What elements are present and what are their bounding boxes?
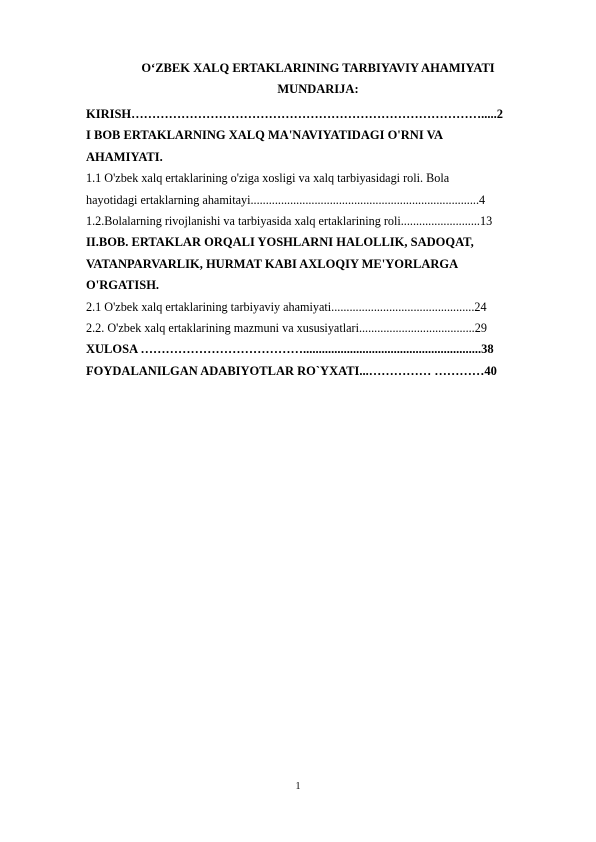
page-number: 1: [295, 781, 301, 792]
toc-chapter-2-title-line-2: VATANPARVARLIK, HURMAT KABI AXLOQIY ME'YORLARGA: [86, 256, 459, 271]
toc-section-2-2: 2.2. O'zbek xalq ertaklarining mazmuni va xususiyatlari......................................29: [86, 320, 487, 335]
toc-section-1-1-line-1: 1.1 O'zbek xalq ertaklarining o'ziga xosligi va xalq tarbiyasidagi roli. Bola: [86, 171, 450, 186]
toc-chapter-2-title-line-1: II.BOB. ERTAKLAR ORQALI YOSHLARNI HALOLLIK, SADOQAT,: [86, 235, 474, 250]
toc-section-1-2: 1.2.Bolalarning rivojlanishi va tarbiyasida xalq ertaklarining roli..........................13: [86, 213, 493, 228]
toc-chapter-1-title-line-2: AHAMIYATI.: [86, 149, 163, 164]
toc-entry-introduction: KIRISH………………………………………………………………………….....2: [86, 107, 504, 121]
toc-section-1-1-line-2: hayotidagi ertaklarning ahamitayi...........................................................................4: [86, 192, 486, 207]
toc-heading: MUNDARIJA:: [277, 82, 359, 96]
toc-section-2-1: 2.1 O'zbek xalq ertaklarining tarbiyaviy ahamiyati...............................................24: [86, 299, 487, 314]
toc-chapter-1-title-line-1: I BOB ERTAKLARNING XALQ MA'NAVIYATIDAGI O'RNI VA: [86, 128, 444, 143]
toc-entry-references: FOYDALANILGAN ADABIYOTLAR RO`YXATI...…………… …………40: [86, 363, 497, 378]
document-title: O‘ZBEK XALQ ERTAKLARINING TARBIYAVIY AHAMIYATI: [141, 61, 495, 75]
toc-chapter-2-title-line-3: O'RGATISH.: [86, 278, 160, 293]
table-of-contents: [86, 104, 556, 382]
toc-entry-conclusion: XULOSA ………………………………….........................................................38: [86, 342, 494, 357]
